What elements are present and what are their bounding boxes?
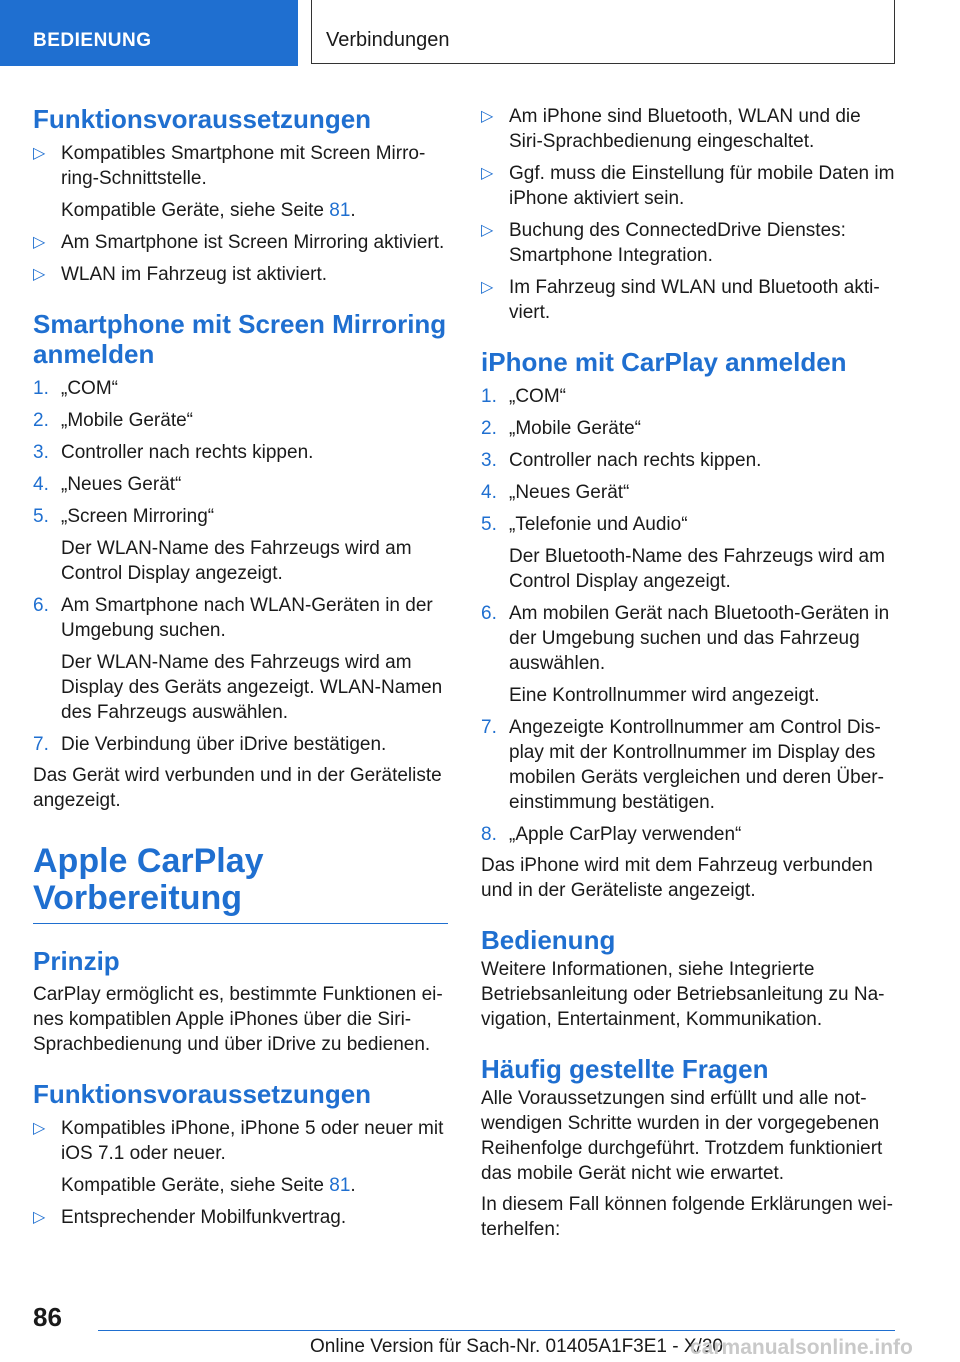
step-text: Controller nach rechts kippen. bbox=[61, 442, 314, 463]
step-item bbox=[33, 440, 448, 465]
step-item bbox=[481, 416, 896, 441]
step-number: 3. bbox=[33, 442, 49, 463]
triangle-right-icon: ▷ bbox=[33, 1120, 46, 1137]
list-item-text: Kompatibles iPhone, iPhone 5 oder neuer mit iOS 7.1 oder neuer. bbox=[61, 1118, 444, 1164]
list-item-text: Am iPhone sind Bluetooth, WLAN und die Siri-Sprachbedienung eingeschaltet. bbox=[509, 106, 861, 152]
step-item bbox=[33, 593, 448, 725]
list-item bbox=[33, 1116, 448, 1198]
page-reference-suffix: . bbox=[350, 1175, 356, 1196]
list-item bbox=[481, 275, 896, 325]
step-text: Am Smartphone nach WLAN-Geräten in der Umgebung suchen. bbox=[61, 595, 433, 641]
triangle-right-icon: ▷ bbox=[33, 234, 46, 251]
step-number: 5. bbox=[33, 506, 49, 527]
step-text: „Mobile Geräte“ bbox=[509, 418, 641, 439]
section-title-screen-mirroring: Smartphone mit Screen Mirroring anmelden bbox=[33, 309, 447, 369]
list-item-sub bbox=[61, 198, 448, 223]
requirements-list bbox=[33, 141, 448, 287]
step-number: 3. bbox=[481, 450, 497, 471]
list-item-sub bbox=[61, 1173, 448, 1198]
result-text: Das Gerät wird verbunden und in der Geräteliste angezeigt. bbox=[33, 765, 442, 811]
step-item bbox=[33, 732, 448, 757]
faq-text-continued: In diesem Fall können folgende Erklärungen wei-terhelfen: bbox=[481, 1194, 893, 1240]
step-item bbox=[33, 408, 448, 433]
section-tab[interactable]: BEDIENUNG bbox=[0, 0, 298, 66]
step-sub-text: Eine Kontrollnummer wird angezeigt. bbox=[509, 685, 820, 706]
list-item bbox=[481, 104, 896, 154]
step-text: „COM“ bbox=[509, 386, 566, 407]
step-sub-text: Der Bluetooth-Name des Fahrzeugs wird am Control Display angezeigt. bbox=[509, 546, 885, 592]
step-number: 5. bbox=[481, 514, 497, 535]
carplay-requirements-list bbox=[33, 1116, 448, 1230]
triangle-right-icon: ▷ bbox=[481, 108, 494, 125]
step-number: 4. bbox=[33, 474, 49, 495]
list-item bbox=[33, 262, 448, 287]
section-title-faq: Häufig gestellte Fragen bbox=[481, 1054, 769, 1084]
screen-mirroring-steps bbox=[33, 376, 448, 757]
triangle-right-icon: ▷ bbox=[481, 279, 494, 296]
section-title-principle: Prinzip bbox=[33, 946, 120, 976]
list-item-text: Buchung des ConnectedDrive Dienstes: Smartphone Integration. bbox=[509, 220, 846, 266]
step-item bbox=[33, 472, 448, 497]
faq-text: Alle Voraussetzungen sind erfüllt und alle not-wendigen Schritte wurden in der vorgegebenen Reihenfolge durchgeführt. Trotzdem funktioniert das mobile Gerät nicht wie erwartet. bbox=[481, 1088, 883, 1184]
step-number: 1. bbox=[481, 386, 497, 407]
footer-text: Online Version für Sach-Nr. 01405A1F3E1 - X/20 bbox=[310, 1336, 723, 1357]
step-text: Am mobilen Gerät nach Bluetooth-Geräten in der Umgebung suchen und das Fahrzeug auswählen. bbox=[509, 603, 890, 674]
step-number: 2. bbox=[33, 410, 49, 431]
list-item-text: Am Smartphone ist Screen Mirroring aktiviert. bbox=[61, 232, 445, 253]
step-number: 8. bbox=[481, 824, 497, 845]
triangle-right-icon: ▷ bbox=[481, 165, 494, 182]
page-number: 86 bbox=[33, 1302, 62, 1332]
step-text: „Screen Mirroring“ bbox=[61, 506, 215, 527]
step-number: 2. bbox=[481, 418, 497, 439]
step-number: 7. bbox=[481, 717, 497, 738]
section-title-operation: Bedienung bbox=[481, 925, 616, 955]
triangle-right-icon: ▷ bbox=[33, 266, 46, 283]
step-text: „COM“ bbox=[61, 378, 118, 399]
triangle-right-icon: ▷ bbox=[33, 145, 46, 162]
step-number: 1. bbox=[33, 378, 49, 399]
operation-text: Weitere Informationen, siehe Integrierte Betriebsanleitung oder Betriebsanleitung zu Na-vigation, Entertainment, Kommunikation. bbox=[481, 959, 885, 1030]
step-number: 6. bbox=[33, 595, 49, 616]
step-text: „Neues Gerät“ bbox=[509, 482, 630, 503]
step-item bbox=[481, 448, 896, 473]
step-text: „Neues Gerät“ bbox=[61, 474, 182, 495]
step-number: 6. bbox=[481, 603, 497, 624]
list-item-text: WLAN im Fahrzeug ist aktiviert. bbox=[61, 264, 328, 285]
list-item bbox=[33, 1205, 448, 1230]
result-text: Das iPhone wird mit dem Fahrzeug verbunden und in der Geräteliste angezeigt. bbox=[481, 855, 873, 901]
step-text: Angezeigte Kontrollnummer am Control Dis-play mit der Kontrollnummer im Display des mobilen Geräts vergleichen und deren Über-einstimmung bestätigen. bbox=[509, 717, 884, 813]
step-item bbox=[481, 480, 896, 505]
step-item bbox=[33, 504, 448, 586]
section-title-requirements: Funktionsvoraussetzungen bbox=[33, 104, 372, 134]
step-number: 4. bbox=[481, 482, 497, 503]
carplay-requirements-continued bbox=[481, 104, 896, 325]
step-text: Controller nach rechts kippen. bbox=[509, 450, 762, 471]
page-header bbox=[0, 0, 960, 66]
step-text: „Telefonie und Audio“ bbox=[509, 514, 688, 535]
step-text: „Mobile Geräte“ bbox=[61, 410, 193, 431]
page-link[interactable]: 81 bbox=[329, 1175, 351, 1196]
list-item-text: Entsprechender Mobilfunkvertrag. bbox=[61, 1207, 347, 1228]
principle-text: CarPlay ermöglicht es, bestimmte Funktionen ei-nes kompatiblen Apple iPhones über die Siri-Sprachbedienung und über iDrive zu bedienen. bbox=[33, 984, 443, 1055]
carplay-login-steps bbox=[481, 384, 896, 847]
step-item bbox=[481, 601, 896, 708]
section-title-requirements-carplay: Funktionsvoraussetzungen bbox=[33, 1079, 372, 1109]
list-item-text: Im Fahrzeug sind WLAN und Bluetooth akti-viert. bbox=[509, 277, 880, 323]
step-item bbox=[481, 384, 896, 409]
step-item bbox=[481, 822, 896, 847]
step-item bbox=[33, 376, 448, 401]
right-column bbox=[481, 100, 896, 1242]
list-item bbox=[481, 161, 896, 211]
page-link[interactable]: 81 bbox=[329, 200, 351, 221]
watermark: carmanualsonline.info bbox=[690, 1336, 913, 1359]
page-reference-suffix: . bbox=[350, 200, 356, 221]
list-item bbox=[33, 230, 448, 255]
step-text: Die Verbindung über iDrive bestätigen. bbox=[61, 734, 387, 755]
step-sub-text: Der WLAN-Name des Fahrzeugs wird am Control Display angezeigt. bbox=[61, 538, 412, 584]
section-title-carplay-login: iPhone mit CarPlay anmelden bbox=[481, 347, 847, 377]
list-item bbox=[481, 218, 896, 268]
step-item bbox=[481, 512, 896, 594]
list-item-text: Ggf. muss die Einstellung für mobile Daten im iPhone aktiviert sein. bbox=[509, 163, 895, 209]
list-item-text: Kompatibles Smartphone mit Screen Mirro-ring-Schnittstelle. bbox=[61, 143, 426, 189]
triangle-right-icon: ▷ bbox=[481, 222, 494, 239]
step-text: „Apple CarPlay verwenden“ bbox=[509, 824, 742, 845]
chapter-heading-carplay: Apple CarPlay Vorbereitung bbox=[33, 843, 448, 924]
triangle-right-icon: ▷ bbox=[33, 1209, 46, 1226]
step-number: 7. bbox=[33, 734, 49, 755]
left-column bbox=[33, 100, 448, 1230]
footer-divider bbox=[98, 1330, 895, 1331]
page-reference-text: Kompatible Geräte, siehe Seite bbox=[61, 200, 330, 221]
list-item bbox=[33, 141, 448, 223]
page-reference-text: Kompatible Geräte, siehe Seite bbox=[61, 1175, 330, 1196]
step-sub-text: Der WLAN-Name des Fahrzeugs wird am Display des Geräts angezeigt. WLAN-Namen des Fahrzeugs auswählen. bbox=[61, 652, 443, 723]
step-item bbox=[481, 715, 896, 815]
chapter-title: Verbindungen bbox=[311, 0, 895, 64]
